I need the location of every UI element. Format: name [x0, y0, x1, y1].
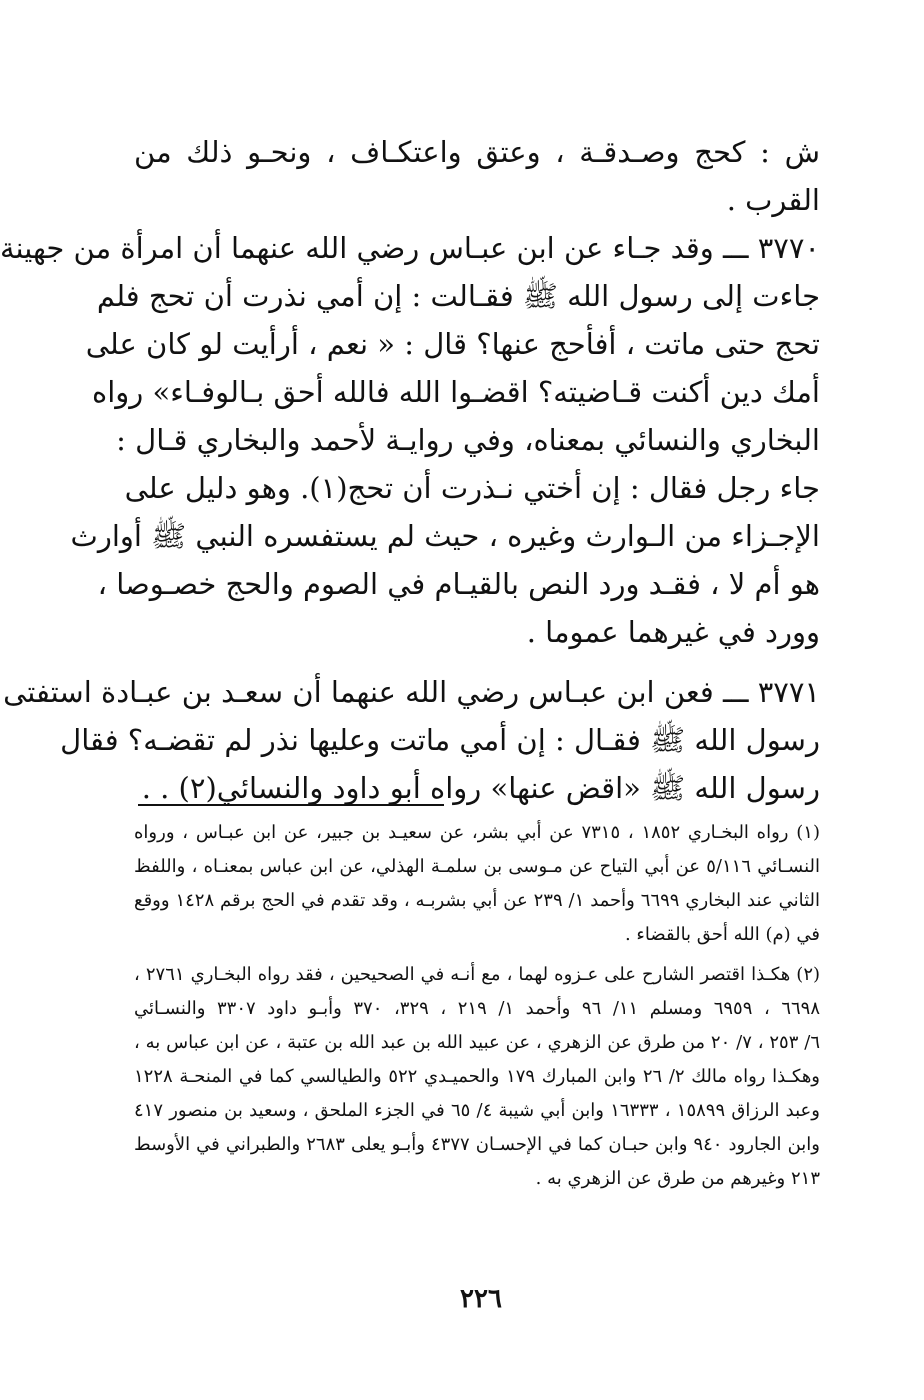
- footnote-line: في (م) الله أحق بالقضاء .: [624, 924, 820, 945]
- footnote-line: ٦٦٩٨ ، ٦٩٥٩ ومسلم ١١/ ٩٦ وأحمد ١/ ٢١٩ ، ٣٢٩، ٣٧٠ وأبـو داود ٣٣٠٧ والنسـائي: [134, 998, 820, 1019]
- page-number: ٢٢٦: [460, 1284, 502, 1314]
- text-line: جاء رجل فقال : إن أختي نـذرت أن تحج(١). وهو دليل على: [124, 471, 820, 505]
- footnote-line: وهكـذا رواه مالك ٢/ ٢٦ وابن المبارك ١٧٩ والحميـدي ٥٢٢ والطيالسي كما في المنحـة ١٢٢٨: [134, 1066, 820, 1087]
- footnote-separator: [138, 804, 444, 806]
- text-line: تحج حتى ماتت ، أفأحج عنها؟ قال : « نعم ، أرأيت لو كان على: [85, 327, 820, 361]
- footnote-1: [134, 816, 820, 952]
- footnote-line: ٢١٣ وغيرهم من طرق عن الزهري به .: [535, 1168, 820, 1189]
- text-line: رسول الله ﷺ «اقض عنها» رواه أبو داود والنسائي(٢) . .: [141, 771, 820, 805]
- text-line: القرب .: [726, 183, 820, 217]
- text-line: أمك دين أكنت قـاضيته؟ اقضـوا الله فالله أحق بـالوفـاء» رواه: [92, 375, 820, 409]
- hadith-3770-paragraph: [0, 224, 820, 656]
- main-text: [0, 128, 820, 812]
- text-line: البخاري والنسائي بمعناه، وفي روايـة لأحمد والبخاري قـال :: [116, 423, 820, 457]
- footnote-line: وابن الجارود ٩٤٠ وابن حبـان كما في الإحسـان ٤٣٧٧ وأبـو يعلى ٢٦٨٣ والطبراني في الأوسط: [134, 1134, 820, 1155]
- footnote-line: ٦/ ٢٥٣ ، ٧/ ٢٠ من طرق عن الزهري ، عن عبيد الله بن عبد الله بن عتبة ، عن ابن عباس به ،: [134, 1032, 820, 1053]
- footnote-line: النسـائي ٥/١١٦ عن أبي التياح عن مـوسى بن سلمـة الهذلي، عن ابن عباس بمعنـاه ، واللفظ: [134, 856, 821, 877]
- text-line: ٣٧٧٠ ـــ وقد جـاء عن ابن عبـاس رضي الله عنهما أن امرأة من جهينة: [0, 231, 820, 265]
- footnote-line: (١) رواه البخـاري ١٨٥٢ ، ٧٣١٥ عن أبي بشر، عن سعيـد بن جبير، عن ابن عبـاس ، ورواه: [134, 822, 820, 843]
- text-line: جاءت إلى رسول الله ﷺ فقـالت : إن أمي نذرت أن تحج فلم: [96, 279, 820, 313]
- footnote-2: [134, 958, 820, 1196]
- footnotes: [134, 816, 820, 1196]
- text-line: رسول الله ﷺ فقـال : إن أمي ماتت وعليها نذر لم تقضـه؟ فقال: [60, 723, 820, 757]
- hadith-3771-paragraph: [3, 668, 820, 812]
- text-line: هو أم لا ، فقـد ورد النص بالقيـام في الصوم والحج خصـوصا ،: [97, 567, 820, 601]
- text-line: الإجـزاء من الـوارث وغيره ، حيث لم يستفسره النبي ﷺ أوارث: [70, 519, 820, 553]
- text-line: وورد في غيرهما عموما .: [526, 615, 820, 649]
- commentary-paragraph: [134, 128, 820, 224]
- footnote-line: الثاني عند البخاري ٦٦٩٩ وأحمد ١/ ٢٣٩ عن أبي بشربـه ، وقد تقدم في الحج برقم ١٤٢٨ ووقع: [134, 890, 820, 911]
- text-line: ش : كحج وصـدقـة ، وعتق واعتكـاف ، ونحـو ذلك من: [134, 135, 820, 169]
- footnote-line: (٢) هكـذا اقتصر الشارح على عـزوه لهما ، مع أنـه في الصحيحين ، فقد رواه البخـاري ٢٧٦١ ،: [134, 964, 821, 985]
- footnote-line: وعبد الرزاق ١٥٨٩٩ ، ١٦٣٣٣ وابن أبي شيبة ٤/ ٦٥ في الجزء الملحق ، وسعيد بن منصور ٤١٧: [134, 1100, 820, 1121]
- text-line: ٣٧٧١ ـــ فعن ابن عبـاس رضي الله عنهما أن سعـد بن عبـادة استفتى: [3, 675, 820, 709]
